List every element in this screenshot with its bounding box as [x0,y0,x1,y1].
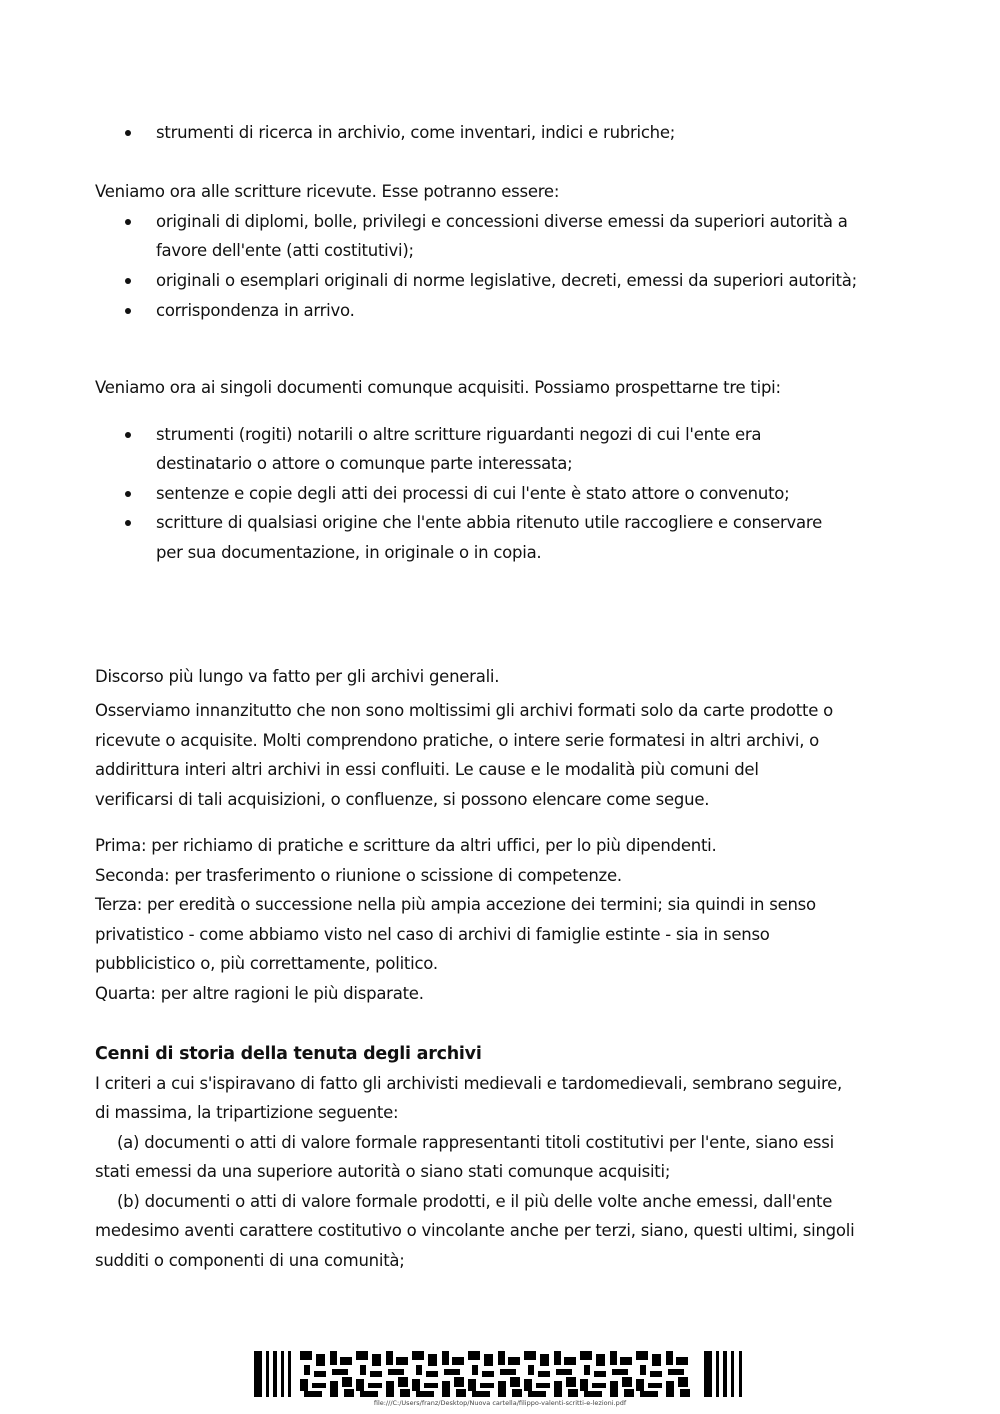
paragraph: Discorso più lungo va fatto per gli archivi generali. [95,667,500,686]
barcode-image [254,1351,746,1397]
list-item: sentenze e copie degli atti dei processi di cui l'ente è stato attore o convenuto; [156,484,790,503]
bullet [125,278,131,284]
paragraph-line: (a) documenti o atti di valore formale rappresentanti titoli costitutivi per l'ente, siano essi [117,1133,834,1152]
paragraph-line: stati emessi da una superiore autorità o siano stati comunque acquisiti; [95,1162,671,1181]
paragraph-line: medesimo aventi carattere costitutivo o vincolante anche per terzi, siano, questi ultimi, singoli [95,1221,855,1240]
paragraph-line: Terza: per eredità o successione nella più ampia accezione dei termini; sia quindi in senso [95,895,816,914]
paragraph-line: sudditi o componenti di una comunità; [95,1251,405,1270]
bullet [125,491,131,497]
list-item-continuation: destinatario o attore o comunque parte interessata; [156,454,573,473]
paragraph-line: ricevute o acquisite. Molti comprendono pratiche, o intere serie formatesi in altri archivi, o [95,731,820,750]
list-item: strumenti di ricerca in archivio, come inventari, indici e rubriche; [156,123,676,142]
bullet [125,520,131,526]
list-item-continuation: favore dell'ente (atti costitutivi); [156,241,414,260]
list-item-continuation: per sua documentazione, in originale o in copia. [156,543,542,562]
paragraph-line: addirittura interi altri archivi in essi confluiti. Le cause e le modalità più comuni del [95,760,759,779]
bullet [125,308,131,314]
file-path: file:///C:/Users/franz/Desktop/Nuova cartella/filippo-valenti-scritti-e-lezioni.pdf [373,1399,627,1407]
paragraph-line: verificarsi di tali acquisizioni, o confluenze, si possono elencare come segue. [95,790,710,809]
paragraph-line: Osserviamo innanzitutto che non sono moltissimi gli archivi formati solo da carte prodotte o [95,701,833,720]
bullet [125,130,131,136]
paragraph-line: (b) documenti o atti di valore formale prodotti, e il più delle volte anche emessi, dall'ente [117,1192,833,1211]
paragraph: Veniamo ora ai singoli documenti comunque acquisiti. Possiamo prospettarne tre tipi: [95,378,781,397]
paragraph-line: di massima, la tripartizione seguente: [95,1103,399,1122]
paragraph: Veniamo ora alle scritture ricevute. Esse potranno essere: [95,182,560,201]
list-item: corrispondenza in arrivo. [156,301,355,320]
paragraph-line: I criteri a cui s'ispiravano di fatto gli archivisti medievali e tardomedievali, sembrano seguire, [95,1074,843,1093]
paragraph-line: Prima: per richiamo di pratiche e scritture da altri uffici, per lo più dipendenti. [95,836,717,855]
list-item: scritture di qualsiasi origine che l'ente abbia ritenuto utile raccogliere e conservare [156,513,822,532]
paragraph-line: pubblicistico o, più correttamente, politico. [95,954,438,973]
bullet [125,219,131,225]
bullet [125,432,131,438]
paragraph-line: Quarta: per altre ragioni le più disparate. [95,984,424,1003]
section-heading: Cenni di storia della tenuta degli archivi [95,1044,482,1064]
paragraph-line: Seconda: per trasferimento o riunione o scissione di competenze. [95,866,622,885]
list-item: originali o esemplari originali di norme legislative, decreti, emessi da superiori autorità; [156,271,857,290]
list-item: originali di diplomi, bolle, privilegi e concessioni diverse emessi da superiori autorità a [156,212,848,231]
list-item: strumenti (rogiti) notarili o altre scritture riguardanti negozi di cui l'ente era [156,425,762,444]
paragraph-line: privatistico - come abbiamo visto nel caso di archivi di famiglie estinte - sia in senso [95,925,770,944]
